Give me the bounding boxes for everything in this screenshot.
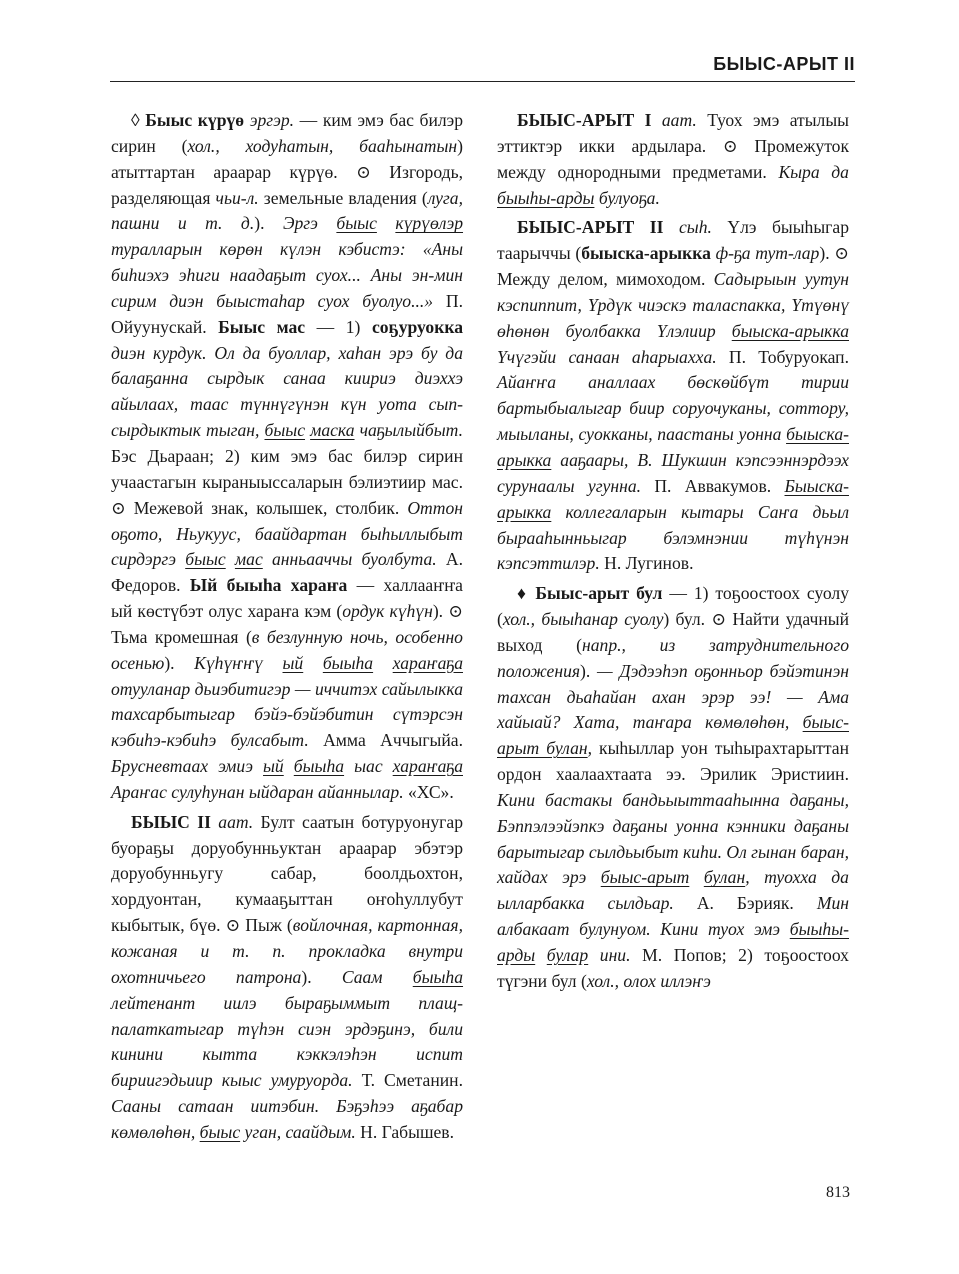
underlined-term: мас	[234, 549, 263, 570]
underlined-term: Быыска-арыкка	[497, 475, 849, 522]
entry-byys-aryt-ii: БЫЫС-АРЫТ II сыһ. Үлэ быыһыгар таарыччы (быыска-арыкка ф-ҕа тут-лар). ⊙ Между делом, мимоходом. Садырыын уутун кэспиппит, Үрдүк чиэскэ таласпакка, Үтүөнү өһөнөн буолбакка Үлэлиир быыска-арыкка Үчүгэйи санаан аһарыаххa. П. Тобуруокап. Айаҥҥа аналлаах бөскөйбүт тирии бартыбыалыгар биир соруочуканы, соттору, мыыланы, суокканы, паастаны уонна быыска-арыкка ааҕаары, В. Шукшин кэпсээннэрдээх сурунаалы угунна. П. Аввакумов. Быыска-арыкка коллегаларын кытары Саҥа дьыл бырааһынньыгар бэлэмнэнии түһүнэн кэпсэттилэр. Н. Лугинов.	[497, 217, 850, 574]
lozenge-marker: ◊	[131, 110, 146, 130]
headword: БЫЫС-АРЫТ I	[517, 110, 652, 130]
header-title: БЫЫС-АРЫТ II	[713, 54, 855, 74]
entry-byys-ii: БЫЫС II аат. Булт саатын ботуруонугар буораҕы доруобунньуктан араарар эбэтэр доруобунньугу сабар, боолдьохтон, хордуонтан, кумааҕыттан оҥоһуллубут кыбытык, бүө. ⊙ Пыж (войлочная, картонная, кожаная и т. п. прокладка внутри охотничьего патрона). Саам быыһа лейтенант иилэ быраҕыммыт плащ-палаткатыгар түһэн сиэн эрдэҕинэ, били кинини кытта кэккэлэһэн испит бириигэдьиир кыыс умуруорда. Т. Сметанин. Сааны сатаан иитэбин. Бэҕэһээ аҕабар көмөлөһөн, быыс уган, саайдым. Н. Габышев.	[111, 811, 464, 1142]
underlined-term: күрүөлэр	[395, 213, 464, 234]
grammar-label: аат.	[661, 110, 697, 130]
underlined-term: быыска-арыкка	[731, 320, 849, 341]
subheadword: Быыс мас	[218, 316, 306, 337]
underlined-term: быыһа	[412, 966, 464, 987]
entry-byys-aryt-bul: ♦ Быыс-арыт бул — 1) тоҕоостоох суолу (хол., быыһанар суолу) бул. ⊙ Найти удачный выход (напр., из затруднительного положения). — Дэдээһэп оҕонньор бэйэтинэн тахсан дьаһайан ахан эрэр ээ! — Ама хайыай? Хата, таҥара көмөлөһөн, быыс-арыт булан, кыһыллар уон тыһырахтарыттан ордон хаалаахтаата ээ. Эрилик Эристиин. Кини бастакы бандьыыттааһынна даҕаны, Бэппэлээйэпкэ даҕаны уонна кэнники даҕаны барытыгар сылдьыбыт киһи. Ол гынан баран, хайдах эрэ быыс-арыт булан, туохха да ылларбакка сылдьар. А. Бэрияк. Мин албакаат булунуом. Кини туох эмэ быыһы-арды булар ини. М. Попов; 2) тоҕоостоох түгэни бул (хол., олох иллэҥэ	[497, 583, 849, 991]
entry-byys-kurge: ◊ Быыс күрүө эргэр. — ким эмэ бас билэр сирин (хол., ходуһатын, бааһынатын) атыттартан араарар күрүө. ⊙ Изгородь, разделяющая чьи-л. земельные владения (луга, пашни и т. д.). Эргэ быыс күрүөлэр туралларын көрөн күлэн кэбистэ: «Аны биһиэхэ эһиги наадаҕыт суох... Аны эн-мин сирим диэн быыстаһар суох буолуо...» П. Ойуунускай. Быыс мас — 1) соҕуруокка диэн курдук. Ол да буоллар, хаһан эрэ бу да балаҕанна сырдык санаа киириэ диэххэ айылаах, таас түннүгүнэн күн уота сып-сырдыктык тыган, быыс маска чаҕылыйбыт. Бэс Дьараан; 2) ким эмэ бас билэр сирин учаастагын кыраныыссаларын бэлиэтиир мас. ⊙ Межевой знак, колышек, столбик. Оттон оҕото, Ньукуус, баайдартан быһыллыбыт сирдэргэ быыс мас анньааччы буолбута. А. Федоров. Ый быыһа хараҥа — халлааҥҥа ый көстүбэт олус хараҥа кэм (ордук күһүн). ⊙ Тьма кромешная (в безлунную ночь, особенно осенью). Күһүҥҥү ый быыһа хараҥаҕа отууланар дьиэбитигэр — иччитэх сайылыкка тахсарбытыгар бэйэ-бэйэбитин сүтэрсэн кэбиһэ-кэбиһэ булсабыт. Амма Аччыгыйа. Брусневтаах эмиэ ый быыһа ыас хараҥаҕа Араҥас сулуһунан ыйдаран айаннылар. «ХС».	[111, 110, 464, 802]
header-rule	[110, 81, 855, 82]
diamond-marker: ♦	[517, 583, 536, 604]
subheadword: Быыс-арыт бул	[535, 583, 663, 604]
running-header	[110, 54, 855, 86]
headword: Быыс күрүө	[145, 110, 245, 130]
example-text: Эргэ	[282, 213, 337, 234]
underlined-term: ый	[263, 756, 284, 777]
citation: П. Ойуунускай.	[111, 290, 463, 337]
underlined-term: быыһа	[293, 756, 345, 777]
underlined-term: булан	[703, 867, 746, 888]
underlined-term: ый	[282, 652, 304, 673]
underlined-term: быыс	[264, 420, 306, 441]
underlined-term: быыс	[199, 1121, 241, 1142]
right-column	[497, 108, 849, 995]
underlined-term: быыс-арыт булан	[497, 712, 849, 759]
underlined-term: быыһы-арды	[497, 187, 595, 208]
underlined-term: быыһа	[322, 652, 374, 673]
underlined-term: быыс-арыт	[600, 867, 690, 888]
headword: БЫЫС-АРЫТ II	[517, 217, 664, 238]
grammar-label: аат.	[218, 811, 254, 832]
left-column	[111, 108, 463, 1146]
subheadword: Ый быыһа хараҥа	[189, 575, 348, 596]
underlined-term: булар	[546, 945, 589, 965]
grammar-label: эргэр.	[249, 110, 295, 130]
underlined-term: хараҥаҕа	[392, 652, 463, 673]
entry-byys-aryt-i: БЫЫС-АРЫТ I аат. Туох эмэ атылыы эттиктэр икки ардылара. ⊙ Промежуток между однородными предметами. Кыра да быыһы-арды булуоҕа.	[497, 110, 849, 208]
page-number: 813	[826, 1184, 850, 1201]
underlined-term: быыс	[185, 549, 226, 570]
grammar-label: сыһ.	[678, 217, 712, 238]
headword: БЫЫС II	[131, 811, 211, 832]
underlined-term: быыска-арыкка	[497, 424, 849, 470]
underlined-term: быыһы-арды	[497, 919, 849, 965]
underlined-term: хараҥаҕа	[392, 756, 463, 777]
underlined-term: быыс	[336, 213, 377, 234]
underlined-term: маска	[310, 420, 355, 441]
